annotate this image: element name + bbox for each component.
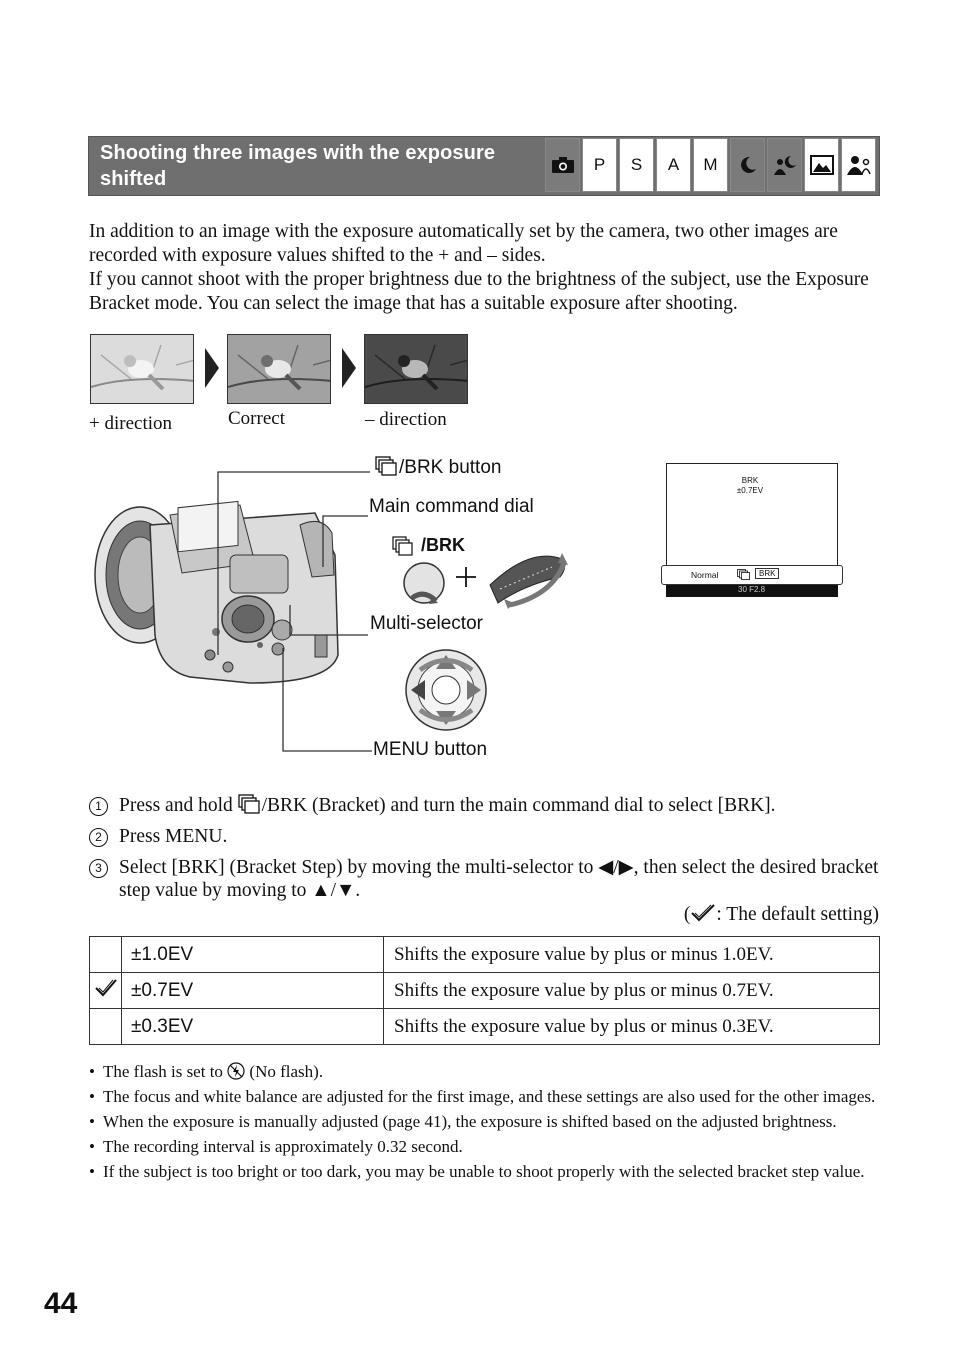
continuous-shot-icon (737, 569, 750, 580)
mode-portrait (841, 138, 876, 192)
step-3 (89, 856, 879, 902)
sequence-arrow (205, 348, 219, 388)
bird-photo-icon (228, 335, 331, 404)
bracket-description: Shifts the exposure value by plus or minus 0.3EV. (384, 1009, 880, 1045)
twilight-icon (738, 155, 758, 175)
callout-multi-selector: Multi-selector (370, 613, 483, 634)
checkmark-icon (94, 978, 118, 998)
callout-brk-button (375, 456, 501, 479)
continuous-shot-icon (238, 794, 262, 814)
default-marker-cell (90, 973, 122, 1009)
bracket-value: ±0.7EV (122, 973, 384, 1009)
lcd-brk-label: BRK (741, 476, 759, 485)
section-title (100, 140, 545, 218)
list-item: • If the subject is too bright or too dark, you may be unable to shoot properly with the selected bracket step value. (89, 1161, 879, 1182)
checkmark-icon (690, 903, 716, 923)
sample-image-correct (227, 334, 331, 404)
step-1-text-start: Press and hold (119, 795, 238, 816)
default-note-text: : The default setting) (716, 904, 879, 925)
table-row (90, 937, 880, 973)
intro-text (89, 220, 879, 316)
twilight-portrait-icon (772, 154, 798, 176)
default-setting-note (684, 903, 879, 926)
bracket-description: Shifts the exposure value by plus or minus 1.0EV. (384, 937, 880, 973)
mode-m: M (693, 138, 728, 192)
callout-main-dial: Main command dial (369, 496, 534, 517)
lcd-brk-readout (666, 476, 834, 496)
continuous-shot-icon (375, 456, 399, 476)
callout-menu-button: MENU button (373, 739, 488, 760)
intro-paragraph-2: If you cannot shoot with the proper brightness due to the brightness of the subject, use the Exposure Bracket mode. You can select the image that has a suitable exposure after shooting. (89, 269, 869, 314)
bracket-value: ±0.3EV (122, 1009, 384, 1045)
lcd-brk-option: BRK (755, 568, 779, 579)
no-flash-icon (227, 1062, 245, 1080)
notes-list (89, 1061, 879, 1186)
mode-twilight-portrait (767, 138, 802, 192)
sample-image-minus (364, 334, 468, 404)
bird-photo-icon (365, 335, 468, 404)
step-number: 3 (89, 859, 108, 878)
note-1-text-start: The flash is set to (103, 1062, 228, 1081)
list-item: • The focus and white balance are adjusted for the first image, and these settings are also used for the other images. (89, 1086, 879, 1107)
step-number: 2 (89, 828, 108, 847)
camera-body-illustration (95, 501, 338, 683)
table-row (90, 973, 880, 1009)
caption-correct: Correct (228, 408, 285, 429)
list-item: • When the exposure is manually adjusted (page 41), the exposure is shifted based on the adjusted brightness. (89, 1111, 879, 1132)
bracket-step-table (89, 936, 880, 1045)
bird-photo-icon (91, 335, 194, 404)
step-2 (89, 825, 879, 848)
callout-brk-button-label: /BRK button (399, 457, 502, 478)
continuous-shot-icon (393, 537, 412, 555)
mode-icons (545, 138, 878, 194)
step-number: 1 (89, 797, 108, 816)
camera-auto-icon (551, 156, 575, 174)
mode-twilight (730, 138, 765, 192)
list-item (89, 1061, 879, 1082)
sample-image-plus (90, 334, 194, 404)
multi-selector-illustration (406, 650, 486, 730)
lcd-drive-menu-bar (661, 565, 843, 585)
lcd-brk-value: ±0.7EV (736, 486, 764, 495)
page-number: 44 (44, 1287, 78, 1320)
lcd-normal-option: Normal (691, 570, 719, 580)
step-2-text: Press MENU. (119, 826, 228, 847)
mode-a: A (656, 138, 691, 192)
lcd-strip-readout: 30 F2.8 (738, 585, 766, 594)
sequence-arrow (342, 348, 356, 388)
step-1-text-end: /BRK (Bracket) and turn the main command dial to select [BRK]. (261, 795, 776, 816)
brk-symbol-label: /BRK (421, 535, 465, 555)
default-note-open-paren: ( (683, 904, 691, 925)
landscape-icon (810, 155, 834, 175)
mode-landscape (804, 138, 839, 192)
default-marker-cell (90, 1009, 122, 1045)
bracket-description: Shifts the exposure value by plus or minus 0.7EV. (384, 973, 880, 1009)
section-title-line2: – Exposure Bracket (100, 194, 289, 216)
procedure-steps (89, 794, 879, 910)
note-1-text-end: (No flash). (245, 1062, 324, 1081)
lcd-info-strip (666, 585, 838, 597)
mode-auto (545, 138, 580, 192)
intro-paragraph-1: In addition to an image with the exposure automatically set by the camera, two other images are recorded with exposure values shifted to the + and – sides. (89, 221, 838, 266)
button-plus-dial-illustration (404, 553, 568, 609)
section-title-line1: Shooting three images with the exposure shifted (100, 142, 496, 190)
step-3-text: Select [BRK] (Bracket Step) by moving the multi-selector to ◀/▶, then select the desired bracket step value by moving to ▲/▼. (119, 857, 879, 901)
caption-minus: – direction (365, 409, 447, 430)
table-row (90, 1009, 880, 1045)
caption-plus: + direction (89, 413, 172, 434)
list-item: • The recording interval is approximately 0.32 second. (89, 1136, 879, 1157)
bracket-value: ±1.0EV (122, 937, 384, 973)
mode-s: S (619, 138, 654, 192)
step-1 (89, 794, 879, 817)
default-marker-cell (90, 937, 122, 973)
portrait-icon (846, 154, 872, 176)
mode-p: P (582, 138, 617, 192)
